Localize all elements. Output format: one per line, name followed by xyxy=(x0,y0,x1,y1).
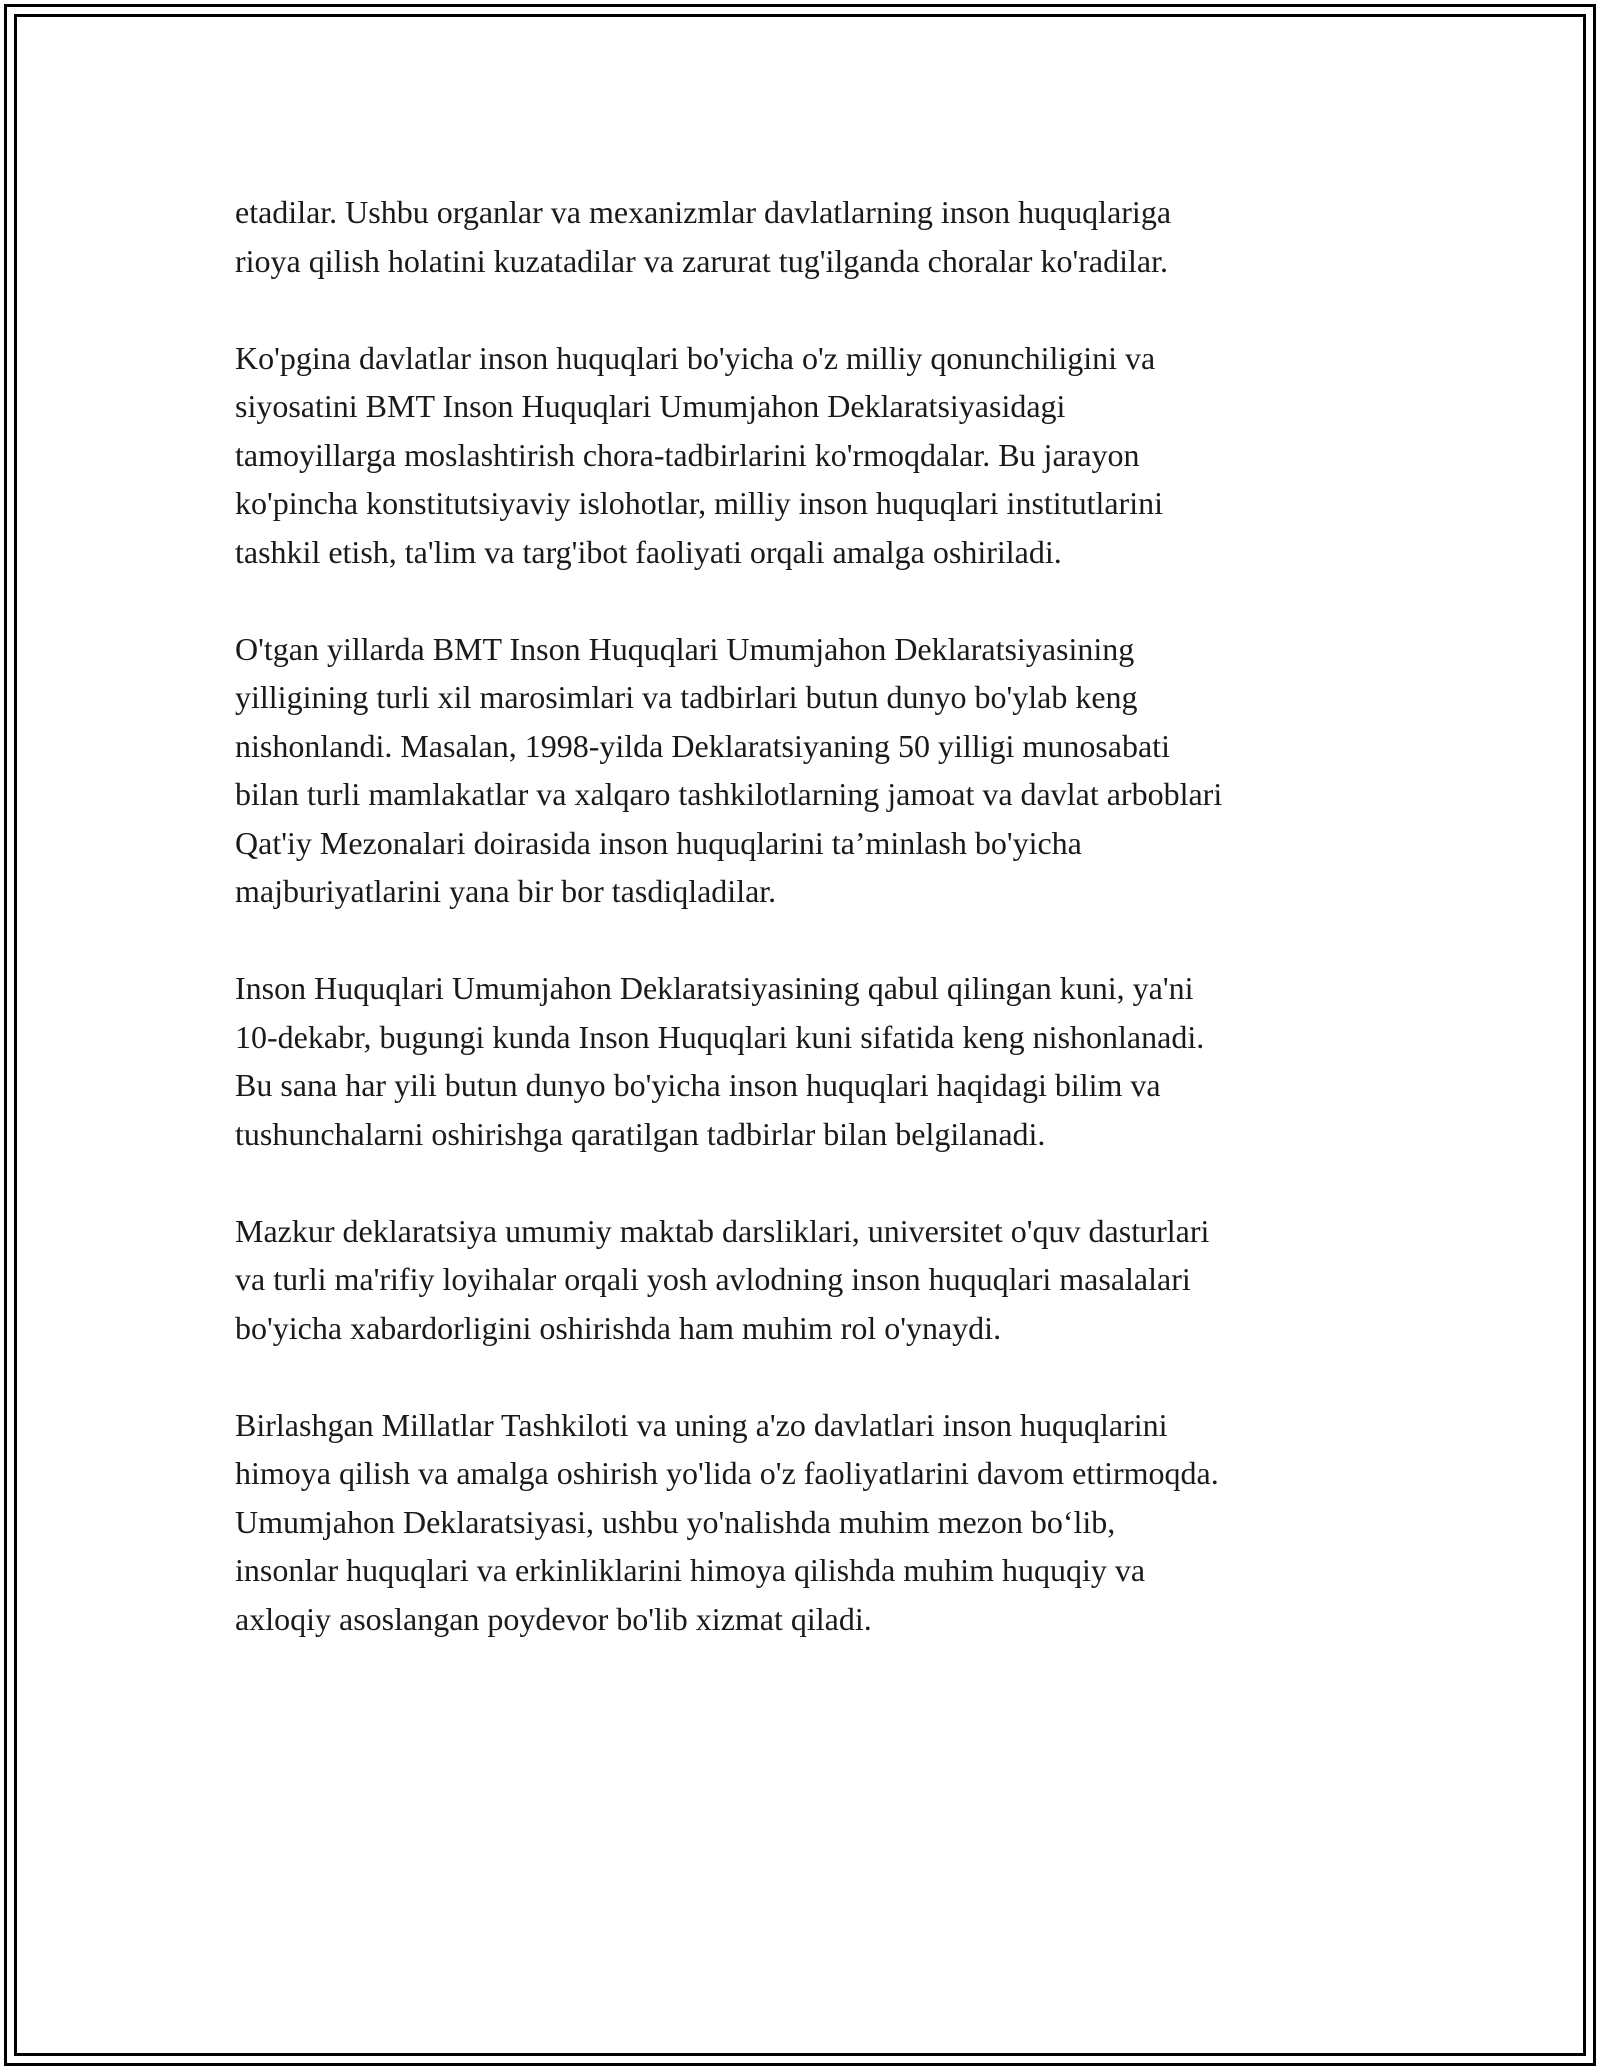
text-line: nishonlandi. Masalan, 1998-yilda Deklaratsiyaning 50 yilligi munosabati xyxy=(235,727,1170,764)
text-line: tushunchalarni oshirishga qaratilgan tadbirlar bilan belgilanadi. xyxy=(235,1115,1046,1152)
paragraph-6 xyxy=(235,1401,1375,1644)
text-line: siyosatini BMT Inson Huquqlari Umumjahon Deklaratsiyasidagi xyxy=(235,388,1066,424)
paragraph-1 xyxy=(235,188,1375,285)
text-line: insonlar huquqlari va erkinliklarini himoya qilishda muhim huquqiy va xyxy=(235,1552,1146,1588)
text-line: majburiyatlarini yana bir bor tasdiqladilar. xyxy=(235,873,777,909)
text-line: ko'pincha konstitutsiyaviy islohotlar, milliy inson huquqlari institutlarini xyxy=(235,485,1163,521)
paragraph-3 xyxy=(235,625,1375,916)
text-line: O'tgan yillarda BMT Inson Huquqlari Umumjahon Deklaratsiyasining xyxy=(235,630,1135,667)
text-line: Qat'iy Mezonalari doirasida inson huquqlarini ta’minlash bo'yicha xyxy=(235,824,1082,861)
text-line: yilligining turli xil marosimlari va tadbirlari butun dunyo bo'ylab keng xyxy=(235,679,1138,715)
text-line: rioya qilish holatini kuzatadilar va zarurat tug'ilganda choralar ko'radilar. xyxy=(235,242,1168,279)
paragraph-2 xyxy=(235,334,1375,577)
text-line: tashkil etish, ta'lim va targ'ibot faoliyati orqali amalga oshiriladi. xyxy=(235,533,1062,570)
text-line: Bu sana har yili butun dunyo bo'yicha inson huquqlari haqidagi bilim va xyxy=(235,1067,1161,1103)
text-line: tamoyillarga moslashtirish chora-tadbirlarini ko'rmoqdalar. Bu jarayon xyxy=(235,436,1140,473)
text-line: Umumjahon Deklaratsiyasi, ushbu yo'nalishda muhim mezon bo‘lib, xyxy=(235,1503,1116,1540)
paragraph-5 xyxy=(235,1207,1375,1353)
text-line: himoya qilish va amalga oshirish yo'lida o'z faoliyatlarini davom ettirmoqda. xyxy=(235,1455,1219,1491)
text-line: 10-dekabr, bugungi kunda Inson Huquqlari kuni sifatida keng nishonlanadi. xyxy=(235,1018,1205,1055)
text-line: va turli ma'rifiy loyihalar orqali yosh avlodning inson huquqlari masalalari xyxy=(235,1261,1191,1297)
text-line: Mazkur deklaratsiya umumiy maktab darsliklari, universitet o'quv dasturlari xyxy=(235,1212,1210,1249)
text-line: etadilar. Ushbu organlar va mexanizmlar davlatlarning inson huquqlariga xyxy=(235,194,1172,230)
text-line: bo'yicha xabardorligini oshirishda ham muhim rol o'ynaydi. xyxy=(235,1309,1002,1346)
text-line: Birlashgan Millatlar Tashkiloti va uning a'zo davlatlari inson huquqlarini xyxy=(235,1406,1168,1443)
text-line: Ko'pgina davlatlar inson huquqlari bo'yicha o'z milliy qonunchiligini va xyxy=(235,339,1156,376)
text-line: bilan turli mamlakatlar va xalqaro tashkilotlarning jamoat va davlat arboblari xyxy=(235,776,1223,812)
paragraph-4 xyxy=(235,964,1375,1158)
document-body xyxy=(235,188,1375,1692)
text-line: Inson Huquqlari Umumjahon Deklaratsiyasining qabul qilingan kuni, ya'ni xyxy=(235,970,1194,1006)
text-line: axloqiy asoslangan poydevor bo'lib xizmat qiladi. xyxy=(235,1600,872,1637)
